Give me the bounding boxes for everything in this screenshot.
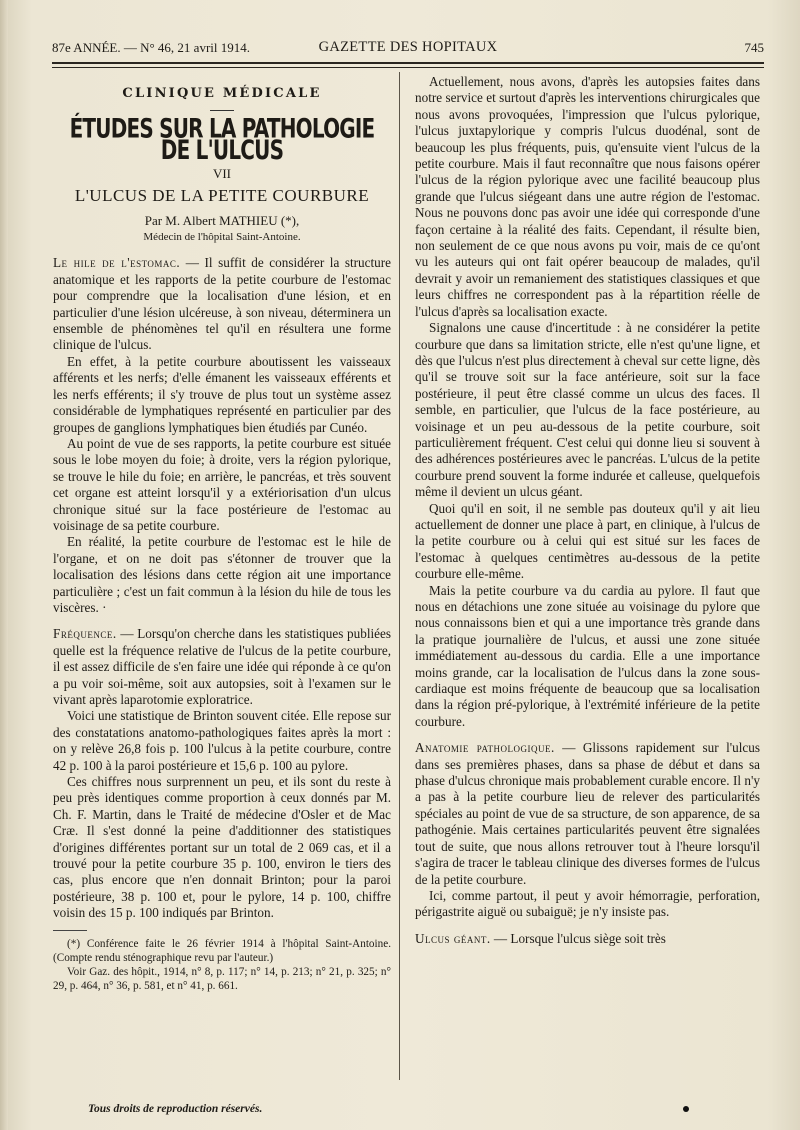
paragraph [415, 74, 760, 320]
page-number: 745 [744, 40, 764, 55]
header-rule-thin [52, 67, 764, 68]
section-heading: CLINIQUE MÉDICALE [122, 86, 322, 101]
paragraph-text: Actuellement, nous avons, d'après les autopsies faites dans notre service et surtout d'après les interventions chirurgicales que nous avons provoquées, l'impression que l'ulcus pylorique, l'ulcus juxtapylorique y compris l'ulcus duodénal, sont de beaucoup les plus fréquents, puis, qu'ensuite vient l'ulcus de la petite courbure. Mais il faut reconnaître que nous faisons opérer l'ulcus de la région pylorique avec une facilité beaucoup plus grande que l'ulcus siégeant dans une autre région de l'estomac. Nous ne pouvons donc pas avoir une idée qui corresponde d'une façon certaine à la réalité des faits. Cependant, il résulte bien, non seulement de ce que nous avons pu voir, mais de ce qu'ont vu les auteurs qui ont fait opérer beaucoup de malades, qu'il devrait y avoir un remaniement des statistiques classiques et que leurs chiffres ne correspondent pas à la répartition réelle de l'ulcus d'après sa localisation exacte. [415, 74, 760, 319]
paragraph-gap [415, 921, 760, 931]
author-line: Par M. Albert MATHIEU (*), [144, 212, 300, 228]
page-header [52, 36, 764, 58]
paragraph [53, 626, 391, 708]
issue-info: 87e ANNÉE. — N° 46, 21 avril 1914. [52, 40, 251, 55]
paragraph [53, 774, 391, 922]
article-title: ÉTUDES SUR LA PATHOLOGIE DE L'ULCUS [69, 111, 375, 167]
left-column-text [53, 255, 391, 921]
paragraph [53, 436, 391, 534]
paragraph-text: Ces chiffres nous surprennent un peu, et ils sont du reste à peu près identiques comme proportion à ceux donnés par M. Ch. F. Martin, dans le Traité de médecine d'Osler et de Mac Cræ. Il s'est donné la peine d'additionner des statistiques d'origines différentes portant sur un total de 2 069 cas, et il a trouvé pour la petite courbure 35 p. 100, environ le tiers des cas, plus encore que n'en donnait Brinton; pour la paroi postérieure, 38 p. 100 et, pour le pylore, 14 p. 100, chiffre voisin des 15 p. 100 indiqués par Brinton. [53, 774, 391, 921]
rights-notice: Tous droits de reproduction réservés. [88, 1103, 263, 1115]
journal-title: GAZETTE DES HOPITAUX [318, 39, 498, 55]
paragraph-text: Au point de vue de ses rapports, la petite courbure est située sous le lobe moyen du foie; à droite, vers la région pylorique, se trouve le hile du foie; en arrière, le pancréas, et très souvent cet organe est atteint lorsqu'il y a extériorisation d'un ulcus chronique situé sur la face postérieure de l'estomac au voisinage de sa petite courbure. [53, 435, 391, 533]
print-dot [683, 1106, 689, 1112]
paragraph-text: Ici, comme partout, il peut y avoir hémorragie, perforation, périgastrite aiguë ou subaiguë; je n'y insiste pas. [415, 887, 760, 920]
author-role: Médecin de l'hôpital Saint-Antoine. [143, 231, 301, 244]
paragraph-lead: Anatomie pathologique. [415, 740, 555, 756]
paragraph [53, 354, 391, 436]
paragraph [53, 255, 391, 353]
right-column [415, 74, 760, 947]
page-edge-shadow [0, 0, 8, 1130]
paragraph [415, 583, 760, 731]
paragraph-lead: Ulcus géant. [415, 930, 491, 946]
paragraph-lead: Fréquence. [53, 626, 117, 642]
paragraph-text: — Glissons rapidement sur l'ulcus dans ses premières phases, dans sa phase de début et dans sa phase d'ulcus chronique mais probablement curable encore. Il n'y a pas à la petite courbure lieu de relever des particularités spéciales au point de vue de sa structure, de son apparence, de sa pathogénie. Mais certaines particularités peuvent être signalées tout de suite, que nous allons retrouver tout à l'heure lorsqu'il s'agira de tracer le tableau clinique des diverses formes de l'ulcus de la petite courbure. [415, 740, 760, 887]
paragraph [415, 888, 760, 921]
paragraph-text: — Lorsque l'ulcus siège soit très [490, 930, 666, 946]
paragraph [415, 320, 760, 500]
article-subtitle: L'ULCUS DE LA PETITE COURBURE [74, 186, 370, 206]
paragraph-gap [53, 616, 391, 626]
paragraph-text: En effet, à la petite courbure aboutissent les vaisseaux afférents et les nerfs; d'elle émanent les vaisseaux efférents et les nerfs efférents; il s'y trouve de plus tout un système assez considérable de lymphatiques représenté en particulier par des groupes de ganglions lymphatiques bien étudiés par Cunéo. [53, 353, 391, 435]
paragraph-lead: Le hile de l'estomac. [53, 255, 181, 271]
column-divider [399, 72, 400, 1080]
paragraph-text: Voici une statistique de Brinton souvent citée. Elle repose sur des constatations anatomo-pathologiques faites après la mort : on y relève 26,8 fois p. 100 l'ulcus à la petite courbure, contre 42 p. 100 à la paroi postérieure et 15,6 p. 100 au pylore. [53, 708, 391, 773]
paragraph [53, 534, 391, 616]
paragraph [415, 931, 760, 947]
paragraph [415, 501, 760, 583]
footnote-rule [53, 930, 87, 931]
article-number: VII [212, 165, 232, 181]
paragraph-text: Quoi qu'il en soit, il ne semble pas douteux qu'il y ait lieu actuellement de donner une place à part, en clinique, à l'ulcus de la petite courbure ou à celui qui est situé sur les faces de l'estomac à quelques centimètres au-dessous de la petite courbure elle-même. [415, 500, 760, 582]
paragraph-text: Signalons une cause d'incertitude : à ne considérer la petite courbure que dans sa limitation stricte, elle n'est qu'une ligne, et dès que l'ulcus n'est plus directement à cheval sur cette ligne, dès qu'il se trouve soit sur la face antérieure, soit sur la face postérieure, il peut être classé comme un ulcus des faces. Il semble, en particulier, que l'ulcus de la face postérieure, au voisinage et un peu au-dessous de la petite courbure, soit particulièrement fréquent. C'est celui qui donne lieu si souvent à des adhérences postérieures avec le pancréas. L'ulcus de la petite courbure prend souvent la forme indurée et calleuse, quelquefois même il devient un ulcus géant. [415, 320, 760, 500]
left-column [53, 74, 391, 993]
paragraph-gap [415, 730, 760, 740]
section-rule [210, 110, 234, 111]
footnote: Voir Gaz. des hôpit., 1914, n° 8, p. 117; n° 14, p. 213; n° 21, p. 325; n° 29, p. 464, n° 36, p. 581, et n° 41, p. 661. [53, 965, 391, 992]
footnote: (*) Conférence faite le 26 février 1914 à l'hôpital Saint-Antoine. (Compte rendu sténographique revu par l'auteur.) [53, 937, 391, 964]
header-rule-thick [52, 62, 764, 64]
paragraph-text: — Lorsqu'on cherche dans les statistiques publiées quelle est la fréquence relative de l'ulcus de la petite courbure, il est assez difficile de s'en faire une idée qui réponde à ce qu'on a pu voir soi-même, soit aux autopsies, soit à l'examen sur le vivant après laparotomie exploratrice. [53, 626, 391, 707]
paragraph [415, 740, 760, 888]
paragraph [53, 708, 391, 774]
paragraph-text: En réalité, la petite courbure de l'estomac est le hile de l'organe, et on ne doit pas s'étonner de trouver que la localisation des lésions dans cette région ait une importance particulière ; c'est un fait commun à la lésion du hile de tous les viscères. · [53, 534, 391, 615]
paragraph-text: Mais la petite courbure va du cardia au pylore. Il faut que nous en détachions une zone située au voisinage du pylore que nous connaissons bien et qui a une importance très grande dans la pratique journalière de l'ulcus, et aussi une zone située immédiatement au-dessous du cardia. Elle a une importance moins grande, car la localisation de l'ulcus dans la zone sous-cardiaque est moins fréquente de beaucoup que sa localisation dans la région pré-pylorique, à l'extrémité inférieure de la petite courbure. [415, 582, 760, 729]
paragraph-text: — Il suffit de considérer la structure anatomique et les rapports de la petite courbure de l'estomac pour comprendre que la localisation d'une lésion, et en particulier d'une lésion ulcéreuse, à son niveau, déterminera un ensemble de phénomènes tel qu'il en résultera une forme clinique de l'ulcus. [53, 255, 391, 353]
